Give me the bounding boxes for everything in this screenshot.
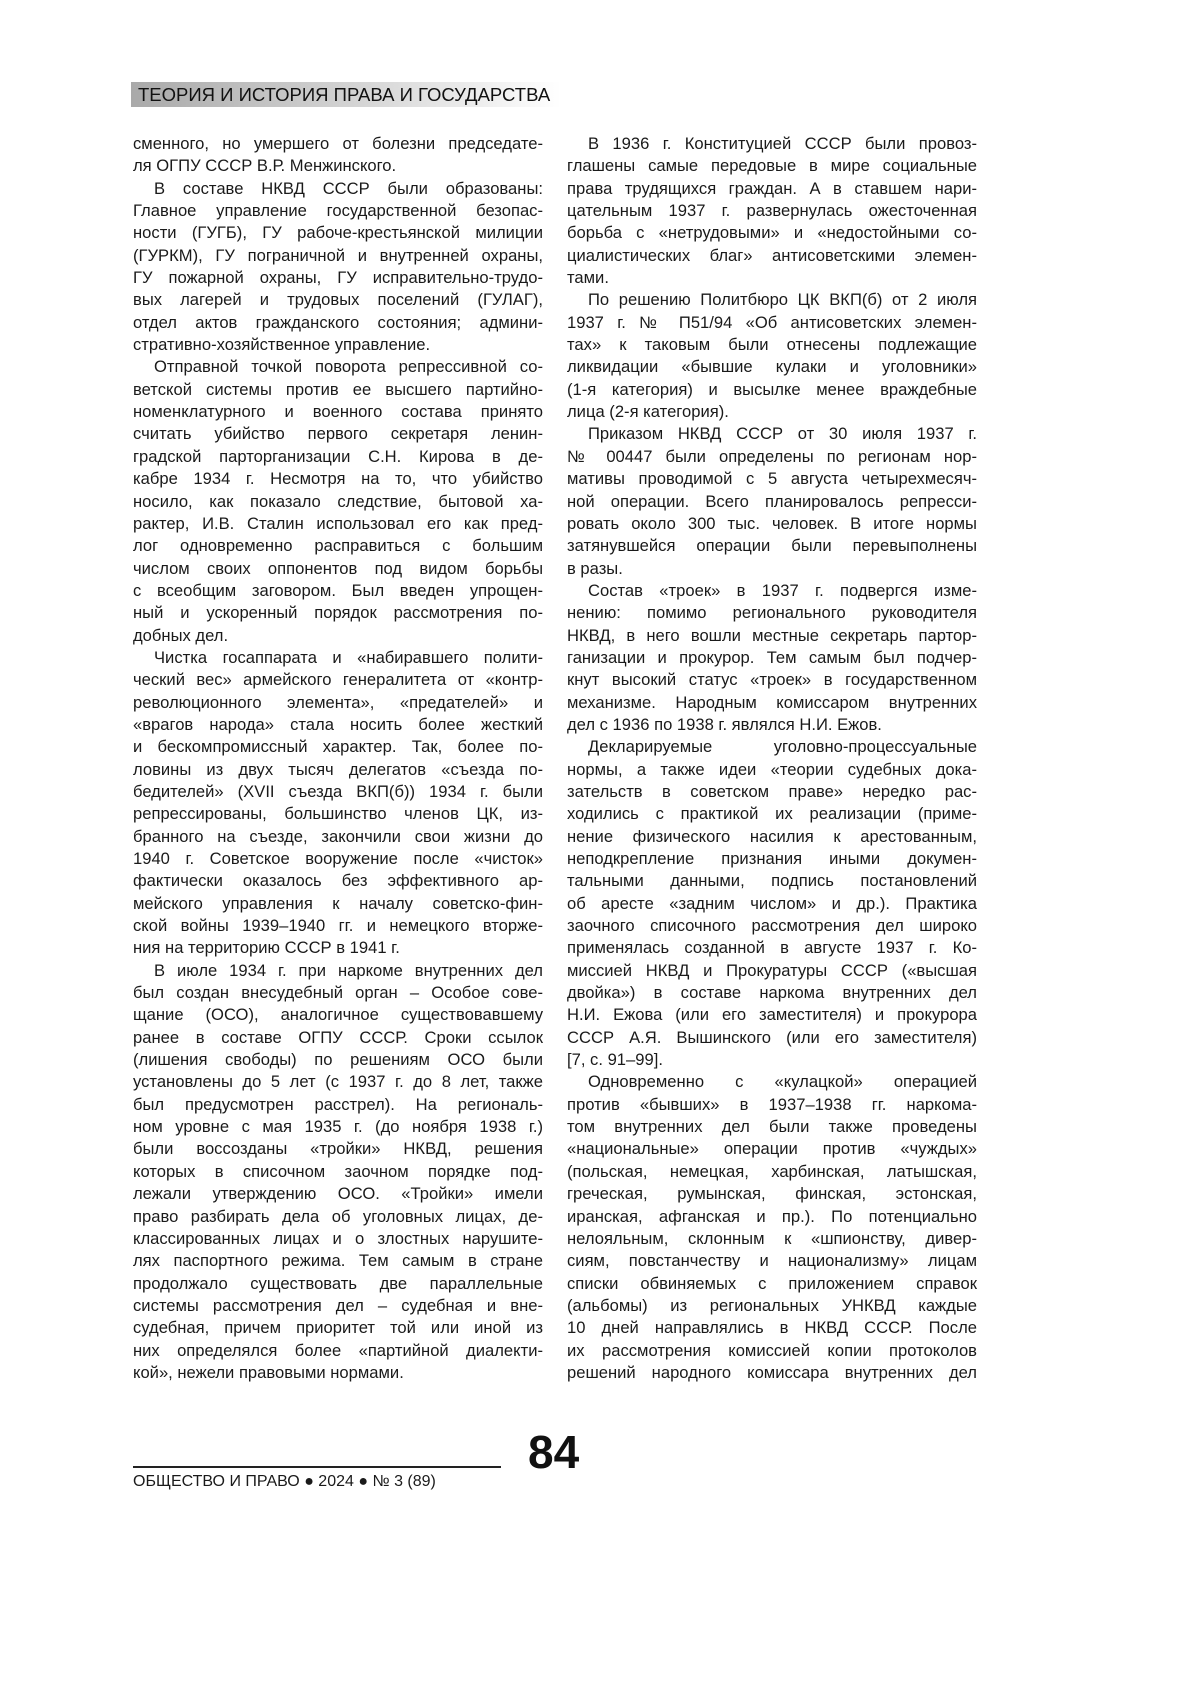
text-line: дел с 1936 по 1938 г. являлся Н.И. Ежов. [567,714,977,736]
text-line: ности (ГУГБ), ГУ рабоче-крестьянской милиции [133,222,543,244]
text-line: бедителей» (XVII съезда ВКП(б)) 1934 г. были [133,781,543,803]
text-line: которых в списочном заочном порядке под- [133,1161,543,1183]
text-line: ный и ускоренный порядок рассмотрения по- [133,602,543,624]
text-line: ликвидации «бывшие кулаки и уголовники» [567,356,977,378]
text-line: кой», нежели правовыми нормами. [133,1362,543,1384]
text-line: ранее в составе ОГПУ СССР. Сроки ссылок [133,1027,543,1049]
text-line: права трудящихся граждан. А в ставшем нари- [567,178,977,200]
text-line: с всеобщим заговором. Был введен упрощен- [133,580,543,602]
text-line: против «бывших» в 1937–1938 гг. наркома- [567,1094,977,1116]
text-line: Н.И. Ежова (или его заместителя) и прокурора [567,1004,977,1026]
text-line: тальными данными, подпись постановлений [567,870,977,892]
text-line: ветской системы против ее высшего партийно- [133,379,543,401]
text-line: ном уровне с мая 1935 г. (до ноября 1938 г.) [133,1116,543,1138]
text-line: революционного элемента», «предателей» и [133,692,543,714]
text-line: системы рассмотрения дел – судебная и вне- [133,1295,543,1317]
text-line: Декларируемые уголовно-процессуальные [567,736,977,758]
text-line: Приказом НКВД СССР от 30 июля 1937 г. [567,423,977,445]
text-line: номенклатурного и военного состава принято [133,401,543,423]
text-line: По решению Политбюро ЦК ВКП(б) от 2 июля [567,289,977,311]
right-column [567,133,977,1384]
text-line: в разы. [567,558,977,580]
text-line: (польская, немецкая, харбинская, латышская, [567,1161,977,1183]
text-line: глашены самые передовые в мире социальные [567,155,977,177]
text-line: применялась созданной в августе 1937 г. Ко- [567,937,977,959]
text-line: мейского управления к началу советско-фин- [133,893,543,915]
text-line: лежали утверждению ОСО. «Тройки» имели [133,1183,543,1205]
text-line: № 00447 были определены по регионам нор- [567,446,977,468]
text-line: сиям, повстанчеству и национализму» лицам [567,1250,977,1272]
text-line: (ГУРКМ), ГУ пограничной и внутренней охраны, [133,245,543,267]
paragraph [133,178,543,357]
text-line: тами. [567,267,977,289]
text-line: их рассмотрения комиссией копии протоколов [567,1340,977,1362]
text-line: стративно-хозяйственное управление. [133,334,543,356]
text-line: В составе НКВД СССР были образованы: [133,178,543,200]
text-line: 10 дней направлялись в НКВД СССР. После [567,1317,977,1339]
text-line: Чистка госаппарата и «набиравшего полити- [133,647,543,669]
text-line: списки обвиняемых с приложением справок [567,1273,977,1295]
text-line: борьба с «нетрудовыми» и «недостойными со- [567,222,977,244]
text-line: них определялся более «партийной диалекти- [133,1340,543,1362]
text-line: об аресте «задним числом» и др.). Практика [567,893,977,915]
text-line: (альбомы) из региональных УНКВД каждые [567,1295,977,1317]
text-line: сменного, но умершего от болезни председате- [133,133,543,155]
paragraph [567,289,977,423]
paragraph [567,133,977,289]
text-line: ровать около 300 тыс. человек. В итоге нормы [567,513,977,535]
text-line: (1-я категория) и высылке менее враждебные [567,379,977,401]
text-line: Состав «троек» в 1937 г. подвергся изме- [567,580,977,602]
text-line: носило, как показало следствие, бытовой ха- [133,491,543,513]
text-line: добных дел. [133,625,543,647]
text-line: право разбирать дела об уголовных лицах, де- [133,1206,543,1228]
text-line: судебная, причем приоритет той или иной из [133,1317,543,1339]
paragraph [567,423,977,579]
text-line: ческий вес» армейского генералитета от «контр- [133,669,543,691]
paragraph [133,356,543,646]
text-line: были воссозданы «тройки» НКВД, решения [133,1138,543,1160]
text-line: Главное управление государственной безопас- [133,200,543,222]
text-line: ной операции. Всего планировалось репресси- [567,491,977,513]
text-line: ходились с практикой их реализации (приме- [567,803,977,825]
text-line: неподкрепление признания иными докумен- [567,848,977,870]
text-line: ской войны 1939–1940 гг. и немецкого вторже- [133,915,543,937]
page-number: 84 [528,1428,579,1476]
text-line: механизме. Народным комиссаром внутренних [567,692,977,714]
text-line: лях паспортного режима. Тем самым в стране [133,1250,543,1272]
text-line: (лишения свободы) по решениям ОСО были [133,1049,543,1071]
text-line: заочного списочного рассмотрения дел широко [567,915,977,937]
paragraph [567,1071,977,1384]
text-line: ния на территорию СССР в 1941 г. [133,937,543,959]
text-line: тах» к таковым были отнесены подлежащие [567,334,977,356]
text-line: затянувшейся операции были перевыполнены [567,535,977,557]
text-line: рактер, И.В. Сталин использовал его как пред- [133,513,543,535]
text-line: считать убийство первого секретаря ленин- [133,423,543,445]
text-line: щание (ОСО), аналогичное существовавшему [133,1004,543,1026]
text-line: лица (2-я категория). [567,401,977,423]
text-line: нелояльным, склонным к «шпионству, дивер- [567,1228,977,1250]
text-line: цательным 1937 г. развернулась ожесточенная [567,200,977,222]
text-line: классированных лицах и о злостных нарушите- [133,1228,543,1250]
journal-footer: ОБЩЕСТВО И ПРАВО ● 2024 ● № 3 (89) [133,1472,436,1492]
text-line: вых лагерей и трудовых поселений (ГУЛАГ), [133,289,543,311]
text-line: Одновременно с «кулацкой» операцией [567,1071,977,1093]
text-line: циалистических благ» антисоветскими элемен- [567,245,977,267]
text-line: Отправной точкой поворота репрессивной со- [133,356,543,378]
text-line: ловины из двух тысяч делегатов «съезда по- [133,759,543,781]
text-line: СССР А.Я. Вышинского (или его заместителя) [567,1027,977,1049]
left-column [133,133,543,1384]
text-line: ля ОГПУ СССР В.Р. Менжинского. [133,155,543,177]
text-line: НКВД, в него вошли местные секретарь партор- [567,625,977,647]
text-line: 1940 г. Советское вооружение после «чисток» [133,848,543,870]
section-title: ТЕОРИЯ И ИСТОРИЯ ПРАВА И ГОСУДАРСТВА [138,84,550,106]
paragraph [133,647,543,960]
text-line: фактически оказалось без эффективного ар- [133,870,543,892]
text-line: В 1936 г. Конституцией СССР были провоз- [567,133,977,155]
text-line: продолжало существовать две параллельные [133,1273,543,1295]
text-line: 1937 г. № П51/94 «Об антисоветских элемен- [567,312,977,334]
text-line: нению: помимо регионального руководителя [567,602,977,624]
text-line: был предусмотрен расстрел). На региональ- [133,1094,543,1116]
text-line: том внутренних дел были также проведены [567,1116,977,1138]
text-line: «врагов народа» стала носить более жесткий [133,714,543,736]
text-line: нение физического насилия к арестованным, [567,826,977,848]
text-line: «национальные» операции против «чуждых» [567,1138,977,1160]
text-line: и бескомпромиссный характер. Так, более по- [133,736,543,758]
text-line: ганизации и прокурор. Тем самым был подчер- [567,647,977,669]
text-line: градской парторганизации С.Н. Кирова в де- [133,446,543,468]
paragraph [133,133,543,178]
text-line: бранного на съезде, закончили свои жизни до [133,826,543,848]
paragraph [567,736,977,1071]
text-line: репрессированы, большинство членов ЦК, из- [133,803,543,825]
text-line: иранская, афганская и пр.). По потенциально [567,1206,977,1228]
text-line: мативы проводимой с 5 августа четырехмесяч- [567,468,977,490]
text-line: установлены до 5 лет (с 1937 г. до 8 лет, также [133,1071,543,1093]
text-line: кабре 1934 г. Несмотря на то, что убийство [133,468,543,490]
text-line: двойка») в составе наркома внутренних дел [567,982,977,1004]
text-line: нормы, а также идеи «теории судебных дока- [567,759,977,781]
text-line: ГУ пожарной охраны, ГУ исправительно-трудо- [133,267,543,289]
text-line: числом своих оппонентов под видом борьбы [133,558,543,580]
text-line: лог одновременно расправиться с большим [133,535,543,557]
text-line: был создан внесудебный орган – Особое сове- [133,982,543,1004]
paragraph [567,580,977,736]
text-line: греческая, румынская, финская, эстонская, [567,1183,977,1205]
text-line: кнут высокий статус «троек» в государственном [567,669,977,691]
text-line: миссией НКВД и Прокуратуры СССР («высшая [567,960,977,982]
text-line: зательств в советском праве» нередко рас- [567,781,977,803]
text-line: [7, с. 91–99]. [567,1049,977,1071]
footer-divider [133,1466,501,1468]
text-line: решений народного комиссара внутренних дел [567,1362,977,1384]
text-line: отдел актов гражданского состояния; админи- [133,312,543,334]
paragraph [133,960,543,1385]
text-line: В июле 1934 г. при наркоме внутренних дел [133,960,543,982]
